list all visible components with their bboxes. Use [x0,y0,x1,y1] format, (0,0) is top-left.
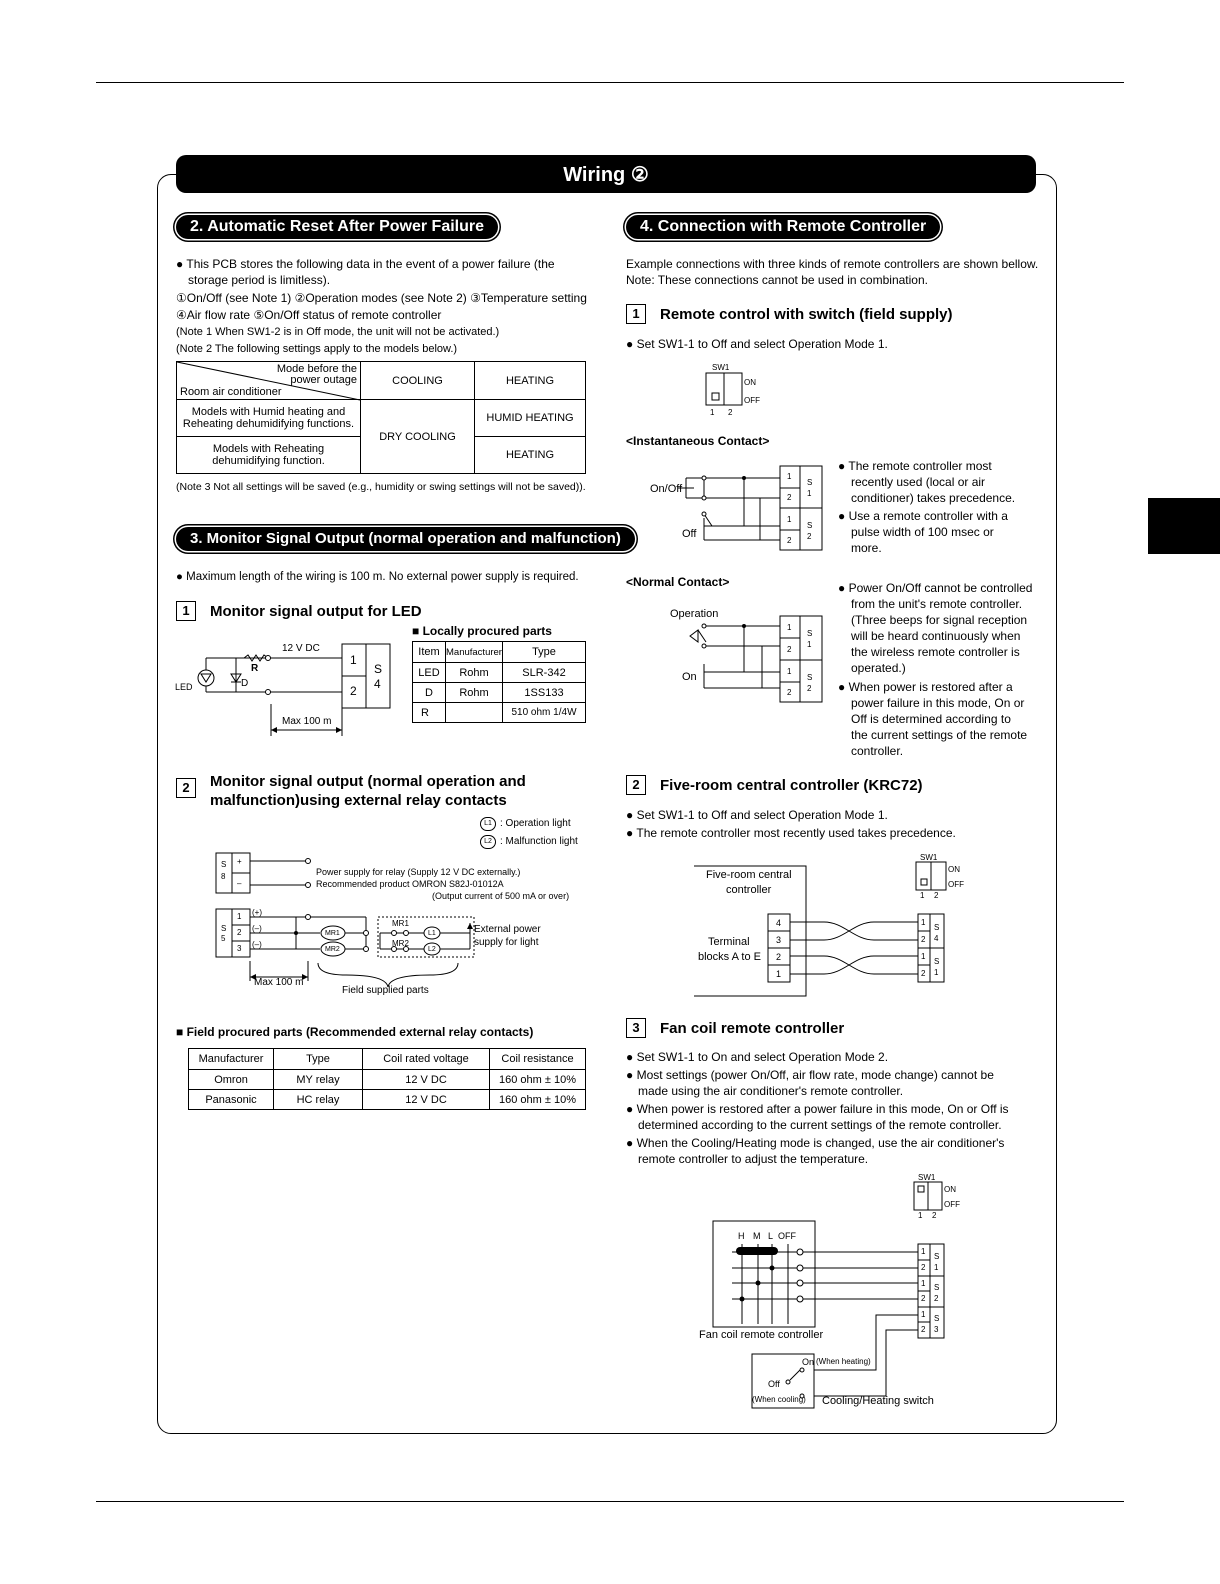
parts-cell: Rohm [446,663,503,683]
inst-s1-label: S [807,478,813,487]
normal-operation-label: Operation [670,608,719,620]
led-label: LED [175,682,193,692]
normal-note: the wireless remote controller is [851,645,1020,659]
heating-cell: HEATING [475,437,586,474]
parts-cell: 1SS133 [503,683,586,703]
row-humid-models [177,400,361,437]
sw1-switch-3 [912,1172,982,1222]
s8-label: S [221,860,227,869]
sw1b-label: SW1 [920,853,938,862]
fan-note: ● When the Cooling/Heating mode is changed, use the air conditioner's [626,1136,1005,1150]
parts-table [412,641,586,723]
normal-s2-label: S [807,673,813,682]
fan-r2c: 2 [921,1325,926,1334]
row-humid-models-l2: Reheating dehumidifying functions. [182,418,355,430]
sec4-intro-2: Note: These connections cannot be used in combination. [626,273,928,287]
fan-note: determined according to the current settings of the remote controller. [638,1118,1002,1132]
led-r-label: R [251,663,259,674]
five-r2b: 2 [921,969,926,978]
normal-contact-lines [668,606,828,706]
fan-coil-diagram [696,1220,956,1412]
field-cell: 12 V DC [363,1070,490,1090]
sec4-intro-1: Example connections with three kinds of remote controllers are shown bellow. [626,257,1039,271]
mode-table [176,361,586,474]
relay-circuit-diagram [216,853,586,1001]
external-power-1: External power [474,924,541,935]
sec4-sub3-title: Fan coil remote controller [660,1020,845,1037]
normal-s1-label: S [807,629,813,638]
normal-note: (Three beeps for signal reception [851,613,1028,627]
section-4-heading: 4. Connection with Remote Controller [626,215,940,239]
field-head-manufacturer: Manufacturer [189,1049,274,1070]
normal-note: power failure in this mode, On or [851,696,1025,710]
field-cell: 160 ohm ± 10% [490,1090,586,1110]
sw1b-on: ON [948,865,960,874]
s5-pol-3: (–) [252,940,262,949]
external-power-2: supply for light [474,937,539,948]
s5-term-3: 3 [237,944,242,953]
cooling-heating-switch-label: Cooling/Heating switch [822,1395,934,1407]
normal-note: the current settings of the remote [851,728,1028,742]
sw1-off: OFF [744,396,760,405]
s8-minus: – [237,879,242,888]
inst-onoff-label: On/Off [650,483,683,495]
fan-note: ● When power is restored after a power failure in this mode, On or Off is [626,1102,1009,1116]
field-parts-table [188,1048,586,1110]
five-room-box-2: controller [726,884,772,896]
fan-s1-label: S [934,1252,940,1261]
s5-term-2: 2 [237,928,242,937]
led-circuit-diagram [174,636,399,746]
instantaneous-lines [648,464,828,552]
field-cell: HC relay [274,1090,363,1110]
five-room-diagram [694,864,950,998]
parts-head-manufacturer: Manufacturer [446,642,503,663]
sw1-pos-1: 1 [710,408,715,417]
sec4-sub2-bullet-2: ● The remote controller most recently used takes precedence. [626,826,956,840]
led-voltage: 12 V DC [282,643,320,654]
led-max-length: Max 100 m [282,716,332,727]
normal-contact-notes [838,580,1048,760]
section-2-heading: 2. Automatic Reset After Power Failure [176,215,498,239]
row-reheat-models [177,437,361,474]
fan-s1-num: 1 [934,1263,939,1272]
inst-term-1a: 1 [787,472,792,481]
inst-term-1b: 1 [787,515,792,524]
normal-term-2b: 2 [787,688,792,697]
field-supplied-label: Field supplied parts [342,985,429,996]
inst-note: more. [851,541,882,555]
fan-m: M [753,1231,761,1241]
sec2-intro: ● This PCB stores the following data in the event of a power failure (the [176,257,555,271]
field-head-voltage: Coil rated voltage [363,1049,490,1070]
row-reheat-models-l1: Models with Reheating [212,443,325,455]
parts-cell: SLR-342 [503,663,586,683]
l2-lamp: L2 [428,946,436,953]
led-term-1: 1 [350,653,357,667]
parts-cell: 510 ohm 1/4W [503,703,586,723]
parts-cell: Rohm [446,683,503,703]
normal-note: ● Power On/Off cannot be controlled [838,581,1033,595]
ps-line-3: (Output current of 500 mA or over) [432,891,570,901]
sec3-sub2-title-1: Monitor signal output (normal operation and [210,773,526,790]
instantaneous-title: <Instantaneous Contact> [626,434,770,448]
s8-plus: + [237,857,242,866]
col-cooling: COOLING [361,362,475,400]
fan-note: made using the air conditioner's remote controller. [638,1084,904,1098]
sw1b-pos-1: 1 [920,891,925,900]
parts-head-item: Item [413,642,446,663]
sec2-note-3: (Note 3 Not all settings will be saved (e.g., humidity or swing settings will not be saved)). [176,481,586,493]
fan-when-heating: (When heating) [816,1357,871,1366]
parts-head-type: Type [503,642,586,663]
mode-table-corner [177,362,361,400]
sec2-items-1: ①On/Off (see Note 1) ②Operation modes (see Note 2) ③Temperature setting [176,291,587,305]
parts-title: ■ Locally procured parts [412,624,552,638]
s8-number: 8 [221,872,226,881]
sec3-sub2-title-2: malfunction)using external relay contacts [210,792,507,809]
fan-r1c: 1 [921,1310,926,1319]
inst-note: pulse width of 100 msec or [851,525,994,539]
sec2-intro-cont: storage period is limitless). [188,273,331,287]
sw1-switch [704,361,774,419]
fan-l: L [768,1231,774,1241]
fan-coil-lines [696,1220,956,1412]
fan-note: remote controller to adjust the temperature. [638,1152,869,1166]
field-parts-title: ■ Field procured parts (Recommended external relay contacts) [176,1025,534,1039]
sec4-sub3-number: 3 [626,1018,646,1038]
corner-bottom: Room air conditioner [180,386,282,398]
five-t4: 4 [776,918,782,928]
bottom-rule [96,1501,1124,1502]
l2-symbol: L2 [480,835,496,849]
sec3-intro: ● Maximum length of the wiring is 100 m. No external power supply is required. [176,571,579,583]
sec4-sub2-number: 2 [626,775,646,795]
sec4-sub1-title: Remote control with switch (field supply) [660,306,953,323]
sw1b-pos-2: 2 [934,891,939,900]
mr1-contact: MR1 [392,919,409,928]
five-s4-label: S [934,923,940,932]
sw1c-label: SW1 [918,1173,936,1182]
mr2-contact: MR2 [392,939,409,948]
five-r1b: 1 [921,952,926,961]
sec3-sub2-number: 2 [176,778,196,798]
parts-cell: LED [413,663,446,683]
parts-cell: R [413,703,446,723]
sw1c-on: ON [944,1185,956,1194]
fan-off-label: Off [768,1379,780,1389]
l1-symbol: L1 [480,817,496,831]
normal-s2-num: 2 [807,684,812,693]
five-s1-label: S [934,957,940,966]
sec4-sub2-bullet-1: ● Set SW1-1 to Off and select Operation Mode 1. [626,808,888,822]
sec3-sub1-title: Monitor signal output for LED [210,603,422,620]
corner-top-2: power outage [290,374,357,386]
mr2-coil: MR2 [325,946,340,953]
five-r2a: 2 [921,935,926,944]
normal-note: controller. [851,744,904,758]
five-room-box-1: Five-room central [706,869,792,881]
five-r1a: 1 [921,918,926,927]
sec4-sub1-bullet: ● Set SW1-1 to Off and select Operation Mode 1. [626,337,888,351]
section-3-heading: 3. Monitor Signal Output (normal operation and malfunction) [176,527,635,551]
sec4-sub2-title: Five-room central controller (KRC72) [660,777,923,794]
top-rule [96,82,1124,83]
sw1c-pos-1: 1 [918,1211,923,1220]
dry-cooling-cell: DRY COOLING [361,400,475,474]
five-t3: 3 [776,935,782,945]
inst-off-label: Off [682,528,697,540]
mr1-coil: MR1 [325,930,340,937]
l2-description: : Malfunction light [500,836,578,847]
section-tab-marker [1148,498,1220,554]
normal-contact-diagram [668,606,828,706]
instantaneous-notes [838,458,1038,558]
sec2-note-1: (Note 1 When SW1-2 is in Off mode, the unit will not be activated.) [176,326,500,338]
sec2-note-2: (Note 2 The following settings apply to the models below.) [176,343,458,355]
fan-off: OFF [778,1231,796,1241]
sw1c-pos-2: 2 [932,1211,937,1220]
page-title: Wiring ② [176,155,1036,193]
field-head-type: Type [274,1049,363,1070]
sw1c-off: OFF [944,1200,960,1209]
s5-label: S [221,924,227,933]
led-term-2: 2 [350,684,357,698]
terminal-blocks-1: Terminal [708,936,750,948]
inst-note: ● The remote controller most [838,459,992,473]
fan-r2b: 2 [921,1294,926,1303]
normal-term-1b: 1 [787,667,792,676]
s5-term-1: 1 [237,912,242,921]
row-reheat-models-l2: dehumidifying function. [212,455,325,467]
ps-line-2: Recommended product OMRON S82J-01012A [316,879,504,889]
normal-note: from the unit's remote controller. [851,597,1023,611]
sw1b-off: OFF [948,880,964,889]
normal-note: operated.) [851,661,906,675]
sw1-pos-2: 2 [728,408,733,417]
field-cell: 160 ohm ± 10% [490,1070,586,1090]
inst-note: ● Use a remote controller with a [838,509,1008,523]
inst-term-2b: 2 [787,536,792,545]
sec2-items-2: ④Air flow rate ⑤On/Off status of remote controller [176,308,442,322]
fan-s2-num: 2 [934,1294,939,1303]
five-s4-num: 4 [934,934,939,943]
field-cell: MY relay [274,1070,363,1090]
inst-note: conditioner) takes precedence. [851,491,1016,505]
normal-note: Off is determined according to [851,712,1011,726]
humid-heating-cell: HUMID HEATING [475,400,586,437]
sw1-label: SW1 [712,363,730,372]
sec3-sub1-number: 1 [176,601,196,621]
fan-h: H [738,1231,745,1241]
inst-note: recently used (local or air [851,475,986,489]
terminal-blocks-2: blocks A to E [698,951,761,963]
light-legend [480,816,590,852]
parts-cell [446,703,503,723]
fan-coil-label: Fan coil remote controller [699,1329,824,1341]
fan-r1a: 1 [921,1247,926,1256]
led-s-number: 4 [374,677,381,691]
fan-r1b: 1 [921,1279,926,1288]
normal-s1-num: 1 [807,640,812,649]
fan-s2-label: S [934,1283,940,1292]
corner-top-1: Mode before the [276,363,357,375]
fan-s3-num: 3 [934,1325,939,1334]
relay-max-length: Max 100 m [254,977,304,988]
parts-cell: D [413,683,446,703]
fan-r2a: 2 [921,1263,926,1272]
field-cell: Omron [189,1070,274,1090]
sec4-sub1-number: 1 [626,304,646,324]
fan-when-cooling: (When cooling) [752,1395,806,1404]
col-heating: HEATING [475,362,586,400]
normal-term-1a: 1 [787,623,792,632]
normal-on-label: On [682,671,697,683]
field-cell: 12 V DC [363,1090,490,1110]
five-t1: 1 [776,969,782,979]
inst-s1-num: 1 [807,489,812,498]
s5-pol-1: (+) [252,908,262,917]
five-s1-num: 1 [934,968,939,977]
field-head-resistance: Coil resistance [490,1049,586,1070]
led-d-label: D [241,678,249,689]
ps-line-1: Power supply for relay (Supply 12 V DC externally.) [316,867,521,877]
l1-lamp: L1 [428,930,436,937]
inst-s2-num: 2 [807,532,812,541]
fan-note: ● Most settings (power On/Off, air flow rate, mode change) cannot be [626,1068,994,1082]
fan-s3-label: S [934,1314,940,1323]
normal-term-2a: 2 [787,645,792,654]
s5-pol-2: (–) [252,924,262,933]
normal-note: ● When power is restored after a [838,680,1013,694]
field-cell: Panasonic [189,1090,274,1110]
row-humid-models-l1: Models with Humid heating and [191,406,346,418]
normal-contact-title: <Normal Contact> [626,575,730,589]
fan-note: ● Set SW1-1 to On and select Operation Mode 2. [626,1050,889,1064]
instantaneous-diagram [648,464,828,552]
s5-number: 5 [221,934,226,943]
l1-description: : Operation light [500,818,571,829]
inst-s2-label: S [807,521,813,530]
fan-on-label: On [802,1357,815,1367]
normal-note: will be heard continuously when [851,629,1021,643]
inst-term-2a: 2 [787,493,792,502]
sec4-sub3-notes [626,1049,1046,1169]
sw1-on: ON [744,378,756,387]
led-s-label: S [374,662,383,676]
five-t2: 2 [776,952,782,962]
